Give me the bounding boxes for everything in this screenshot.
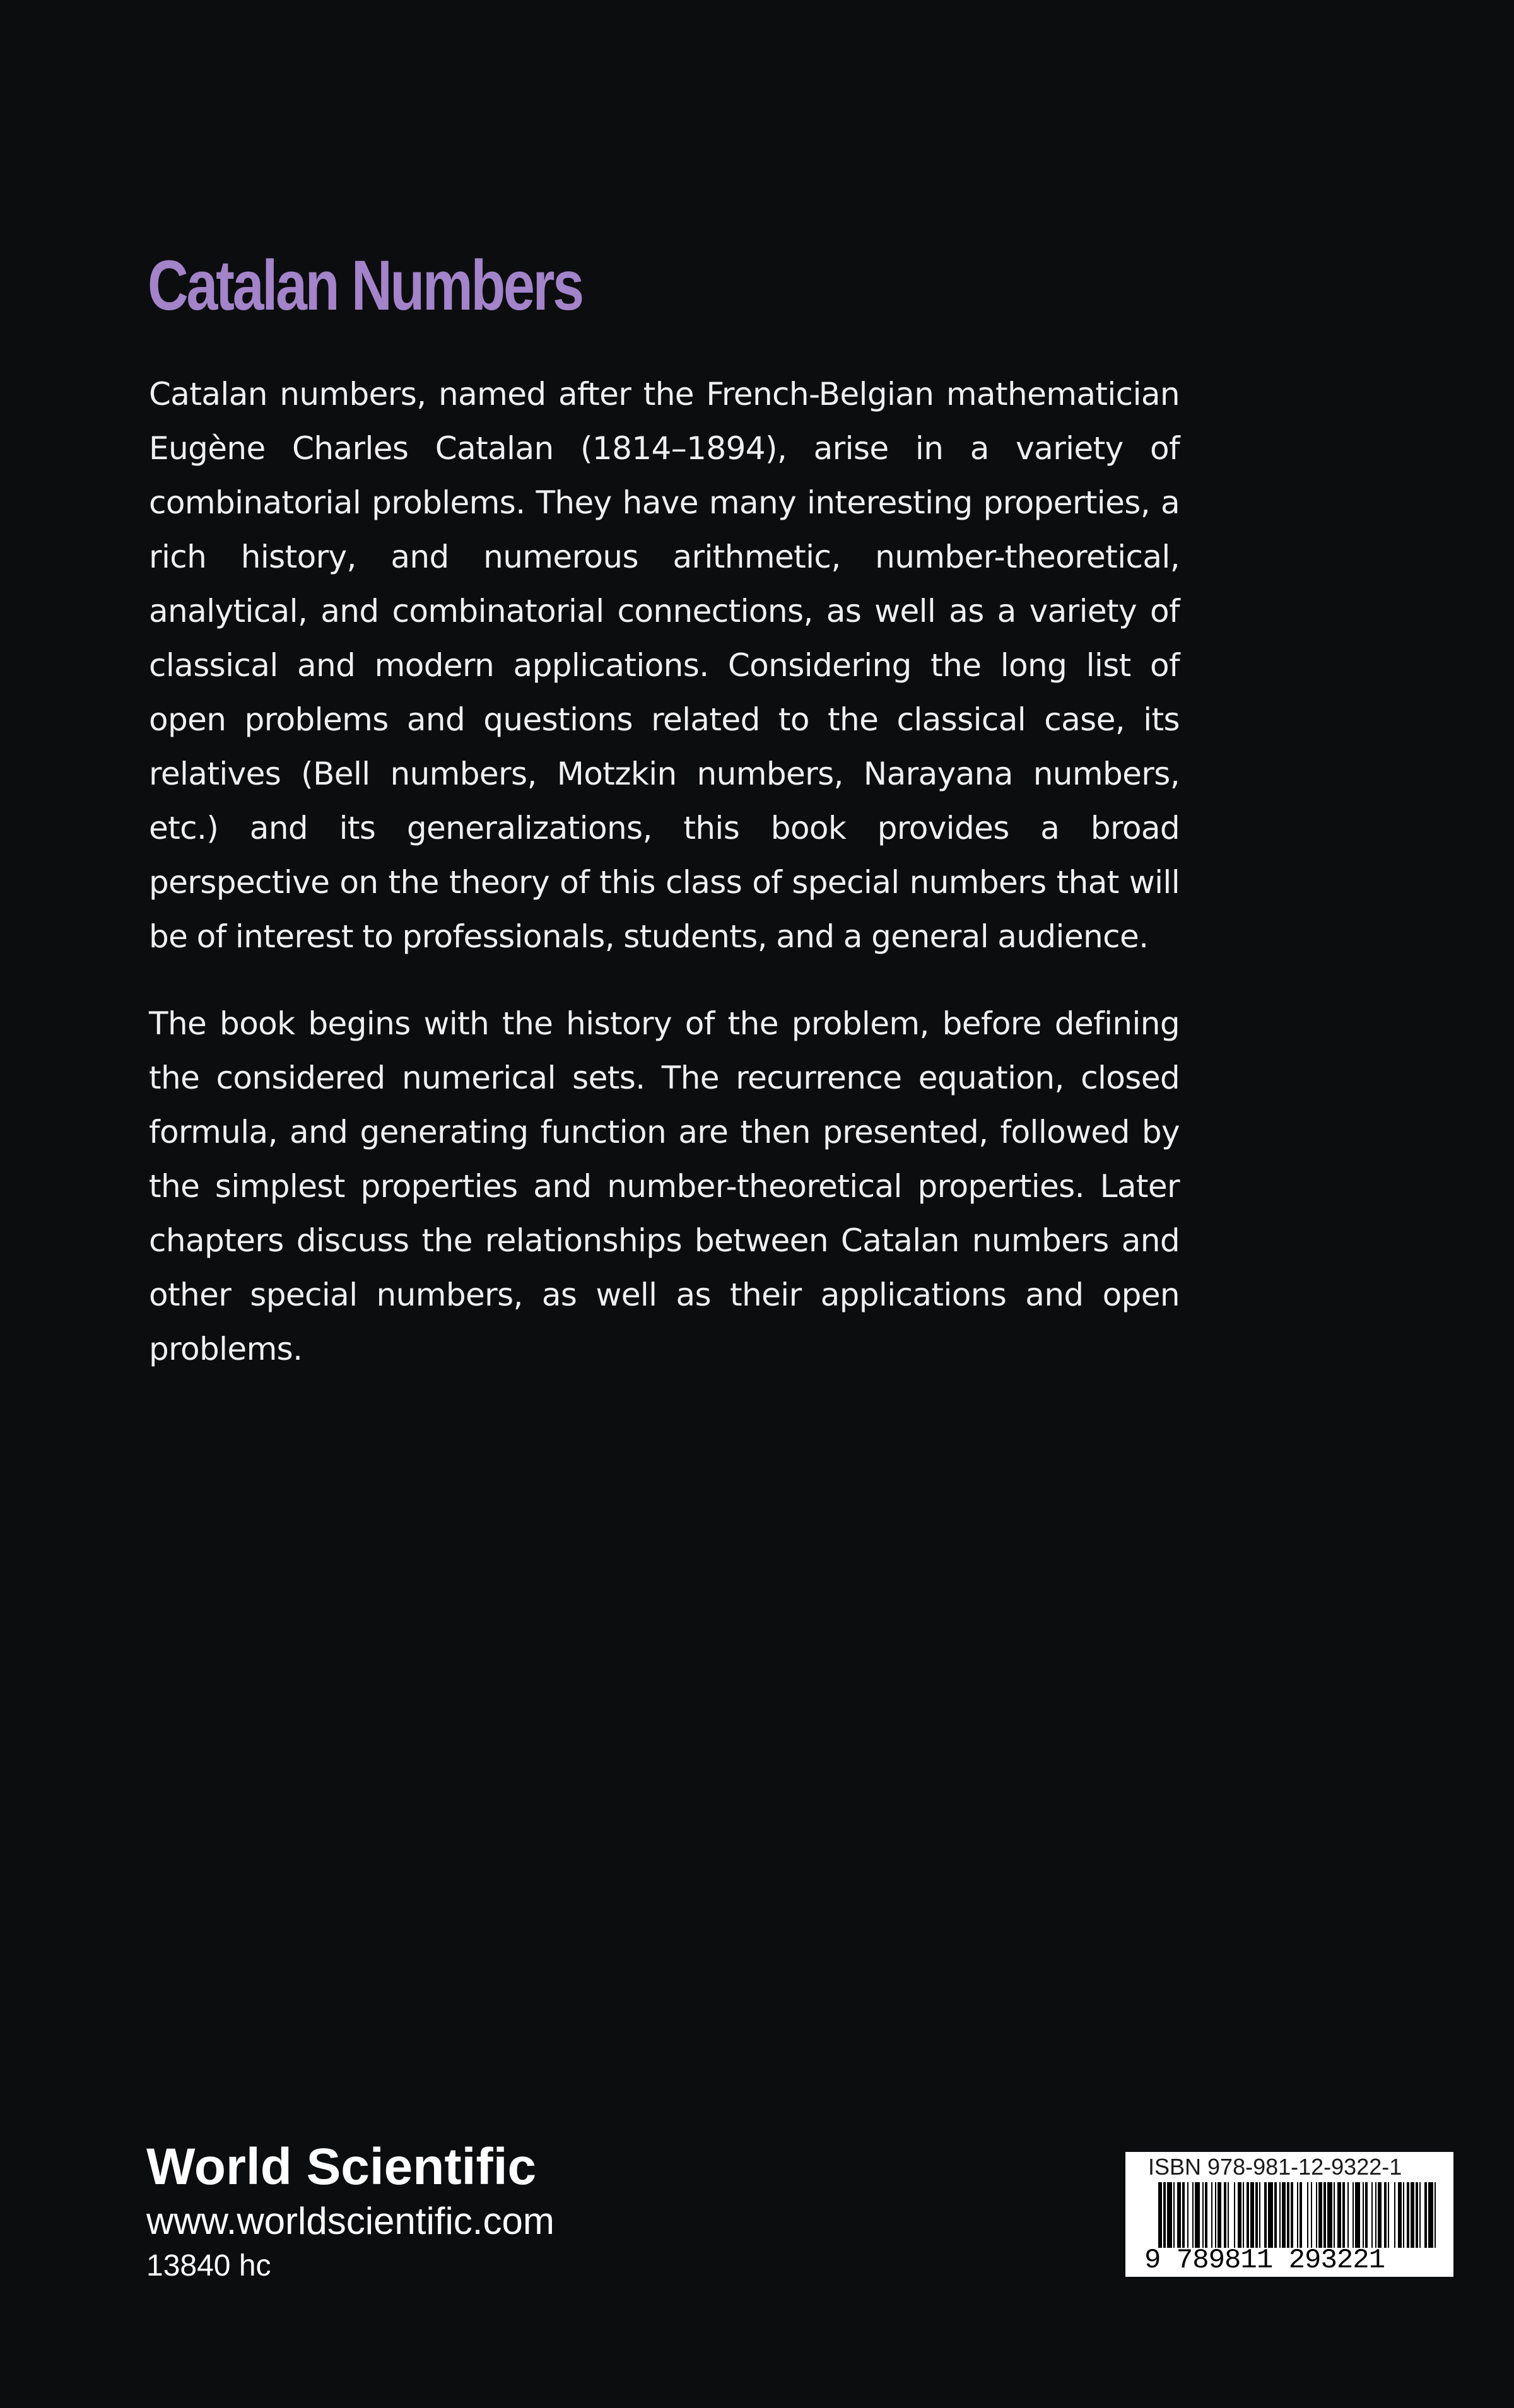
barcode-bar <box>1363 2182 1364 2248</box>
barcode-bar <box>1307 2182 1308 2248</box>
barcode-bar <box>1177 2182 1181 2248</box>
barcode-bar <box>1195 2182 1200 2248</box>
barcode-bar <box>1274 2182 1277 2248</box>
barcode-bar <box>1353 2182 1354 2248</box>
barcode-bar <box>1202 2182 1204 2248</box>
isbn-label: ISBN 978-981-12-9322-1 <box>1148 2154 1402 2180</box>
barcode-bar <box>1407 2182 1409 2248</box>
barcode-bar <box>1424 2182 1427 2248</box>
barcode-bar <box>1371 2182 1373 2248</box>
barcode-bar <box>1411 2182 1414 2248</box>
barcode-bar <box>1327 2182 1332 2248</box>
barcode-bar <box>1398 2182 1402 2248</box>
barcode-bar <box>1218 2182 1221 2248</box>
barcode-bar <box>1419 2182 1421 2248</box>
barcode-bar <box>1279 2182 1281 2248</box>
barcode-bar <box>1365 2182 1368 2248</box>
barcode-bar <box>1342 2182 1345 2248</box>
barcode-bar <box>1355 2182 1360 2248</box>
barcode-bar <box>1318 2182 1322 2248</box>
barcode-bar <box>1334 2182 1335 2248</box>
barcode-bar <box>1264 2182 1267 2248</box>
barcode-bar <box>1323 2182 1326 2248</box>
barcode-bar <box>1347 2182 1349 2248</box>
barcode-bar <box>1403 2182 1404 2248</box>
publisher-name: World Scientific <box>146 2138 537 2195</box>
barcode-bar <box>1378 2182 1382 2248</box>
barcode-bar <box>1416 2182 1418 2248</box>
barcode-bar <box>1394 2182 1395 2248</box>
barcode-bar <box>1187 2182 1188 2248</box>
barcode-bar <box>1297 2182 1298 2248</box>
barcode-bar <box>1291 2182 1293 2248</box>
barcode-bar <box>1247 2182 1249 2248</box>
barcode-bars-icon <box>1158 2182 1436 2248</box>
barcode-bar <box>1435 2182 1436 2248</box>
blurb <box>149 367 1180 1376</box>
barcode-bar <box>1287 2182 1289 2248</box>
barcode-bar <box>1255 2182 1258 2248</box>
barcode-digits: 9 789811 293221 <box>1144 2245 1385 2276</box>
barcode-bar <box>1282 2182 1286 2248</box>
barcode-bar <box>1250 2182 1254 2248</box>
book-title: Catalan Numbers <box>148 246 582 325</box>
barcode-bar <box>1205 2182 1207 2248</box>
publisher-url: www.worldscientific.com <box>146 2200 555 2242</box>
barcode-bar <box>1311 2182 1312 2248</box>
barcode-bar <box>1259 2182 1260 2248</box>
blurb-paragraph-1: Catalan numbers, named after the French-Belgian mathematician Eugène Charles Catalan (1814–1894), arise in a variety of combinatorial problems. They have many interesting properties, a rich history, and numerous arithmetic, number-theoretical, analytical, and combinatorial connections, as well as a variety of classical and modern applications. Considering the long list of open problems and questions related to the classical case, its relatives (Bell numbers, Motzkin numbers, Narayana numbers, etc.) and its generalizations, this book provides a broad perspective on the theory of this class of special numbers that will be of interest to professionals, students, and a general audience. <box>149 376 1180 955</box>
publisher-code: 13840 hc <box>146 2249 271 2282</box>
barcode-bar <box>1388 2182 1389 2248</box>
barcode-bar <box>1375 2182 1376 2248</box>
barcode-bar <box>1182 2182 1185 2248</box>
barcode-bar <box>1228 2182 1229 2248</box>
barcode-bar <box>1300 2182 1302 2248</box>
barcode-bar <box>1268 2182 1273 2248</box>
barcode-bar <box>1173 2182 1175 2248</box>
barcode-bar <box>1238 2182 1241 2248</box>
barcode-bar <box>1163 2182 1166 2248</box>
barcode-bar <box>1234 2182 1235 2248</box>
barcode-bar <box>1211 2182 1212 2248</box>
barcode-bar <box>1428 2182 1433 2248</box>
barcode-bar <box>1384 2182 1387 2248</box>
barcode-bar <box>1167 2182 1172 2248</box>
barcode-bar <box>1337 2182 1341 2248</box>
publisher-block <box>146 2137 555 2287</box>
barcode-bar <box>1158 2182 1162 2248</box>
barcode-bar <box>1215 2182 1216 2248</box>
barcode-bar <box>1224 2182 1226 2248</box>
isbn-barcode <box>1125 2152 1453 2277</box>
blurb-paragraph-2: The book begins with the history of the problem, before defining the considered numerical sets. The recurrence equation, closed formula, and generating function are then presented, followed by the simplest properties and number-theoretical properties. Later chapters discuss the relationships between Catalan numbers and other special numbers, as well as their applications and open problems. <box>149 1005 1180 1367</box>
barcode-bar <box>1243 2182 1244 2248</box>
barcode-bar <box>1316 2182 1317 2248</box>
barcode-bar <box>1192 2182 1194 2248</box>
